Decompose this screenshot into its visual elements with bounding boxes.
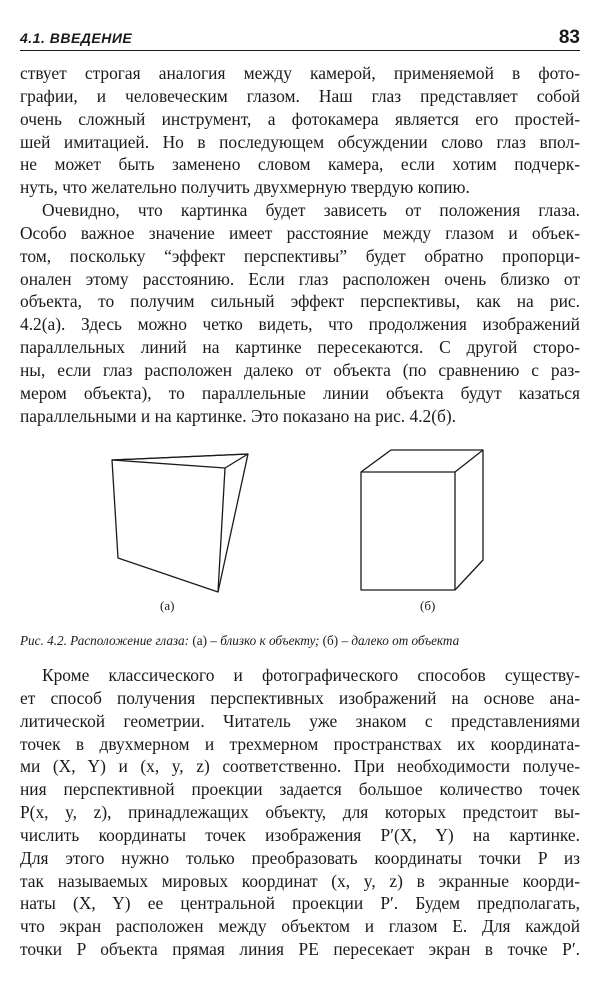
paragraph-3 <box>20 664 580 961</box>
text-line: том, поскольку “эффект перспективы” будет обратно пропорци- <box>20 245 580 266</box>
text-line: шей имитацией. Но в последующем обсуждении слово глаз впол- <box>20 131 580 152</box>
figure-caption <box>20 633 590 649</box>
caption-prefix: Рис. 4.2. Расположение глаза: <box>20 633 193 648</box>
header-rule <box>20 50 580 51</box>
text-line: параллельными и на картинке. Это показано на рис. 4.2(б). <box>20 405 457 426</box>
text-line: Особо важное значение имеет расстояние между глазом и объек- <box>20 222 580 243</box>
caption-text-b: – далеко от объекта <box>338 633 460 648</box>
text-line: ет способ получения перспективных изображений на основе ана- <box>20 687 580 708</box>
text-line: не может быть заменено словом камера, если хотим подчерк- <box>20 154 580 175</box>
text-line: мером объекта), то параллельные линии объекта будут казаться <box>20 382 580 403</box>
text-line: графии, и человеческим глазом. Наш глаз представляет собой <box>20 85 580 106</box>
cube-b-edge <box>455 450 483 472</box>
cube-close-perspective <box>100 440 260 600</box>
text-line: так называемых мировых координат (x, y, z) в экранные коорди- <box>20 870 580 891</box>
figure-label-b: (б) <box>420 598 436 613</box>
text-line: P(x, y, z), принадлежащих объекту, для которых предстоит вы- <box>20 802 580 823</box>
text-line: ми (X, Y) и (x, y, z) соответственно. При необходимости получе- <box>20 756 580 777</box>
text-line: литической геометрии. Читатель уже знаком с представлениями <box>20 710 580 731</box>
text-line: числить координаты точек изображения P′(X, Y) на картинке. <box>20 824 580 845</box>
text-line: точек в двухмерном и трехмерном пространствах их координата- <box>20 733 580 754</box>
caption-text-a: – близко к объекту; <box>207 633 323 648</box>
cube-a-edge <box>225 454 248 468</box>
paragraph-1 <box>20 62 580 199</box>
paragraph-2 <box>20 199 580 427</box>
text-line: ны, если глаз расположен далеко от объекта (по сравнению с раз- <box>20 359 580 380</box>
cube-far-perspective <box>355 448 495 598</box>
text-line: очень сложный инструмент, а фотокамера является его простей- <box>20 108 580 129</box>
cube-b-outline <box>361 450 483 590</box>
text-line: онален этому расстоянию. Если глаз расположен очень близко от <box>20 268 580 289</box>
text-line: ния перспективной проекции задается большое количество точек <box>20 779 580 800</box>
text-line: объекта, то получим сильный эффект перспективы, как на рис. <box>20 291 580 312</box>
section-title: 4.1. ВВЕДЕНИЕ <box>20 30 133 46</box>
caption-mark-b: (б) <box>322 633 339 648</box>
figure-4-2 <box>90 440 550 620</box>
page-number: 83 <box>558 27 580 48</box>
text-line: 4.2(а). Здесь можно четко видеть, что продолжения изображений <box>20 314 580 335</box>
text-line: точки P объекта прямая линия PE пересекает экран в точке P′. <box>20 939 580 960</box>
cube-a-outline <box>112 454 248 592</box>
text-line: ствует строгая аналогия между камерой, применяемой в фото- <box>20 63 580 83</box>
text-line: что экран расположен между объектом и глазом E. Для каждой <box>20 916 580 937</box>
text-line: нуть, что желательно получить двухмерную твердую копию. <box>20 177 470 198</box>
text-line: Очевидно, что картинка будет зависеть от положения глаза. <box>42 200 580 220</box>
caption-mark-a: (а) <box>192 633 207 648</box>
text-line: наты (X, Y) ее центральной проекции P′. Будем предполагать, <box>20 893 580 914</box>
text-line: параллельных линий на картинке пересекаются. С другой сторо- <box>20 337 580 358</box>
figure-label-a: (а) <box>160 598 175 613</box>
text-line: Кроме классического и фотографического способов существу- <box>42 665 580 685</box>
text-line: Для этого нужно только преобразовать координаты точки P из <box>20 847 580 868</box>
cube-a-edge <box>112 460 225 468</box>
